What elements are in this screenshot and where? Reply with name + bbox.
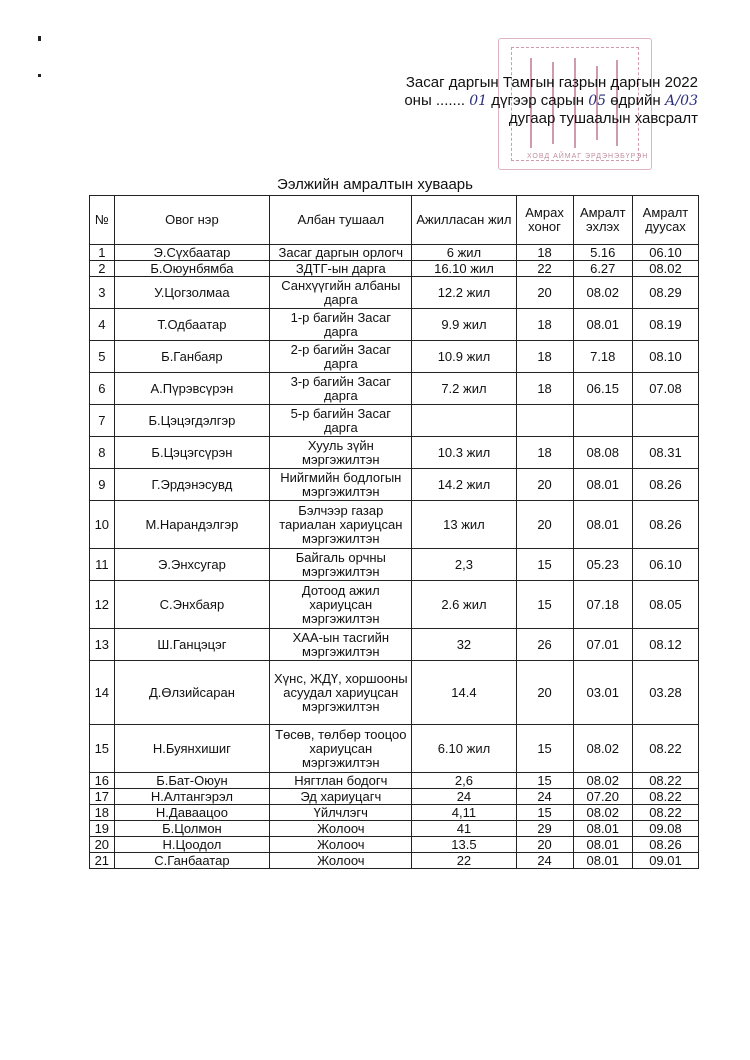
vacation-end: 08.31: [632, 437, 698, 469]
scan-mark: [38, 74, 41, 77]
years-worked: 6.10 жил: [412, 725, 516, 773]
vacation-end: 09.01: [632, 853, 698, 869]
vacation-end: 03.28: [632, 661, 698, 725]
vacation-end: 08.02: [632, 261, 698, 277]
table-row: [90, 837, 699, 853]
row-number: 10: [90, 501, 115, 549]
years-worked: 22: [412, 853, 516, 869]
vacation-start: [573, 405, 632, 437]
table-row: [90, 245, 699, 261]
employee-name: Н.Цоодол: [114, 837, 270, 853]
employee-name: Н.Алтангэрэл: [114, 789, 270, 805]
years-worked: 9.9 жил: [412, 309, 516, 341]
row-number: 6: [90, 373, 115, 405]
vacation-end: 08.22: [632, 789, 698, 805]
header-line-3: дугаар тушаалын хавсралт: [508, 110, 698, 127]
job-title: ХАА-ын тасгийн мэргэжилтэн: [270, 629, 412, 661]
years-worked: 32: [412, 629, 516, 661]
table-row: [90, 277, 699, 309]
vacation-start: 08.02: [573, 805, 632, 821]
employee-name: Н.Буянхишиг: [114, 725, 270, 773]
table-row: [90, 549, 699, 581]
vacation-start: 6.27: [573, 261, 632, 277]
job-title: 2-р багийн Засаг дарга: [270, 341, 412, 373]
vacation-start: 07.01: [573, 629, 632, 661]
vacation-end: 08.29: [632, 277, 698, 309]
employee-name: У.Цогзолмаа: [114, 277, 270, 309]
table-row: [90, 341, 699, 373]
vacation-end: 07.08: [632, 373, 698, 405]
vacation-days: 29: [516, 821, 573, 837]
vacation-days: [516, 405, 573, 437]
handwritten-month: 01: [469, 93, 488, 109]
table-row: [90, 437, 699, 469]
years-worked: 16.10 жил: [412, 261, 516, 277]
employee-name: Э.Сүхбаатар: [114, 245, 270, 261]
row-number: 3: [90, 277, 115, 309]
col-header-end: Амралт дуусах: [632, 196, 698, 245]
table-row: [90, 629, 699, 661]
years-worked: 2,3: [412, 549, 516, 581]
table-row: [90, 581, 699, 629]
table-row: [90, 405, 699, 437]
handwritten-order-number: А/03: [664, 93, 698, 109]
job-title: Үйлчлэгч: [270, 805, 412, 821]
vacation-start: 06.15: [573, 373, 632, 405]
years-worked: [412, 405, 516, 437]
vacation-start: 08.02: [573, 277, 632, 309]
vacation-start: 08.02: [573, 725, 632, 773]
row-number: 9: [90, 469, 115, 501]
table-row: [90, 501, 699, 549]
row-number: 20: [90, 837, 115, 853]
employee-name: Б.Оюунбямба: [114, 261, 270, 277]
vacation-end: 08.10: [632, 341, 698, 373]
col-header-years: Ажилласан жил: [412, 196, 516, 245]
job-title: 3-р багийн Засаг дарга: [270, 373, 412, 405]
years-worked: 41: [412, 821, 516, 837]
vacation-days: 20: [516, 469, 573, 501]
years-worked: 14.4: [412, 661, 516, 725]
vacation-days: 24: [516, 789, 573, 805]
employee-name: А.Пүрэвсүрэн: [114, 373, 270, 405]
vacation-days: 18: [516, 373, 573, 405]
handwritten-day: 05: [588, 93, 607, 109]
vacation-start: 5.16: [573, 245, 632, 261]
vacation-start: 07.20: [573, 789, 632, 805]
employee-name: Г.Эрдэнэсувд: [114, 469, 270, 501]
table-body: [90, 245, 699, 869]
vacation-end: 08.05: [632, 581, 698, 629]
vacation-start: 08.01: [573, 821, 632, 837]
row-number: 17: [90, 789, 115, 805]
vacation-days: 15: [516, 549, 573, 581]
vacation-end: 08.12: [632, 629, 698, 661]
vacation-end: 08.26: [632, 501, 698, 549]
row-number: 7: [90, 405, 115, 437]
row-number: 4: [90, 309, 115, 341]
vacation-days: 18: [516, 341, 573, 373]
row-number: 8: [90, 437, 115, 469]
job-title: 1-р багийн Засаг дарга: [270, 309, 412, 341]
employee-name: Б.Цэцэгдэлгэр: [114, 405, 270, 437]
employee-name: Н.Даваацоо: [114, 805, 270, 821]
row-number: 5: [90, 341, 115, 373]
years-worked: 13 жил: [412, 501, 516, 549]
col-header-days: Амрах хоног: [516, 196, 573, 245]
vacation-days: 18: [516, 437, 573, 469]
years-worked: 14.2 жил: [412, 469, 516, 501]
employee-name: Д.Өлзийсаран: [114, 661, 270, 725]
row-number: 21: [90, 853, 115, 869]
employee-name: Э.Энхсугар: [114, 549, 270, 581]
vacation-days: 24: [516, 853, 573, 869]
vacation-days: 15: [516, 725, 573, 773]
vacation-start: 08.01: [573, 837, 632, 853]
vacation-days: 15: [516, 773, 573, 789]
job-title: Хүнс, ЖДҮ, хоршооны асуудал хариуцсан мэргэжилтэн: [270, 661, 412, 725]
vacation-days: 18: [516, 309, 573, 341]
stamp-text: ХОВД АЙМАГ ЭРДЭНЭБҮРЭН: [527, 153, 649, 160]
vacation-days: 20: [516, 277, 573, 309]
row-number: 1: [90, 245, 115, 261]
vacation-end: 08.22: [632, 805, 698, 821]
vacation-start: 07.18: [573, 581, 632, 629]
col-header-start: Амралт эхлэх: [573, 196, 632, 245]
table-row: [90, 261, 699, 277]
employee-name: Б.Ганбаяр: [114, 341, 270, 373]
vacation-end: 08.22: [632, 725, 698, 773]
years-worked: 10.9 жил: [412, 341, 516, 373]
job-title: Жолооч: [270, 853, 412, 869]
vacation-start: 08.01: [573, 469, 632, 501]
vacation-start: 08.02: [573, 773, 632, 789]
col-header-number: №: [90, 196, 115, 245]
table-row: [90, 805, 699, 821]
years-worked: 2,6: [412, 773, 516, 789]
job-title: Бэлчээр газар тариалан хариуцсан мэргэжилтэн: [270, 501, 412, 549]
vacation-start: 08.01: [573, 309, 632, 341]
vacation-start: 08.01: [573, 501, 632, 549]
vacation-end: 06.10: [632, 245, 698, 261]
employee-name: Б.Цолмон: [114, 821, 270, 837]
col-header-position: Албан тушаал: [270, 196, 412, 245]
job-title: Эд хариуцагч: [270, 789, 412, 805]
vacation-days: 20: [516, 661, 573, 725]
vacation-end: 09.08: [632, 821, 698, 837]
job-title: Нягтлан бодогч: [270, 773, 412, 789]
employee-name: Б.Цэцэгсүрэн: [114, 437, 270, 469]
row-number: 19: [90, 821, 115, 837]
years-worked: 24: [412, 789, 516, 805]
job-title: Төсөв, төлбөр тооцоо хариуцсан мэргэжилтэн: [270, 725, 412, 773]
vacation-end: 08.22: [632, 773, 698, 789]
table-header-row: [90, 196, 699, 245]
vacation-start: 08.01: [573, 853, 632, 869]
table-row: [90, 309, 699, 341]
vacation-days: 18: [516, 245, 573, 261]
table-row: [90, 821, 699, 837]
table-row: [90, 773, 699, 789]
years-worked: 13.5: [412, 837, 516, 853]
job-title: Байгаль орчны мэргэжилтэн: [270, 549, 412, 581]
employee-name: М.Нарандэлгэр: [114, 501, 270, 549]
page-title: Ээлжийн амралтын хуваарь: [277, 176, 473, 193]
vacation-days: 15: [516, 581, 573, 629]
years-worked: 12.2 жил: [412, 277, 516, 309]
employee-name: С.Ганбаатар: [114, 853, 270, 869]
attachment-header: [404, 74, 698, 128]
job-title: ЗДТГ-ын дарга: [270, 261, 412, 277]
table-row: [90, 725, 699, 773]
vacation-end: [632, 405, 698, 437]
table-row: [90, 789, 699, 805]
vacation-end: 06.10: [632, 549, 698, 581]
employee-name: С.Энхбаяр: [114, 581, 270, 629]
row-number: 2: [90, 261, 115, 277]
job-title: Жолооч: [270, 837, 412, 853]
row-number: 11: [90, 549, 115, 581]
vacation-end: 08.26: [632, 837, 698, 853]
header-line-1: Засаг даргын Тамгын газрын даргын 2022: [405, 74, 698, 91]
vacation-end: 08.26: [632, 469, 698, 501]
vacation-days: 26: [516, 629, 573, 661]
employee-name: Ш.Ганцэцэг: [114, 629, 270, 661]
years-worked: 7.2 жил: [412, 373, 516, 405]
job-title: Дотоод ажил хариуцсан мэргэжилтэн: [270, 581, 412, 629]
vacation-end: 08.19: [632, 309, 698, 341]
job-title: Жолооч: [270, 821, 412, 837]
vacation-start: 03.01: [573, 661, 632, 725]
vacation-days: 20: [516, 501, 573, 549]
years-worked: 2.6 жил: [412, 581, 516, 629]
years-worked: 10.3 жил: [412, 437, 516, 469]
job-title: 5-р багийн Засаг дарга: [270, 405, 412, 437]
row-number: 18: [90, 805, 115, 821]
scan-mark: [38, 36, 41, 41]
employee-name: Б.Бат-Оюун: [114, 773, 270, 789]
vacation-days: 20: [516, 837, 573, 853]
years-worked: 4,11: [412, 805, 516, 821]
row-number: 12: [90, 581, 115, 629]
vacation-schedule-table: [89, 195, 699, 869]
job-title: Хууль зүйн мэргэжилтэн: [270, 437, 412, 469]
table-row: [90, 373, 699, 405]
vacation-days: 22: [516, 261, 573, 277]
job-title: Санхүүгийн албаны дарга: [270, 277, 412, 309]
vacation-days: 15: [516, 805, 573, 821]
col-header-name: Овог нэр: [114, 196, 270, 245]
header-line-2: оны ....... 01 дүгээр сарын 05 өдрийн А/03: [404, 92, 698, 109]
employee-name: Т.Одбаатар: [114, 309, 270, 341]
vacation-start: 7.18: [573, 341, 632, 373]
vacation-start: 08.08: [573, 437, 632, 469]
vacation-start: 05.23: [573, 549, 632, 581]
years-worked: 6 жил: [412, 245, 516, 261]
table-row: [90, 469, 699, 501]
job-title: Засаг даргын орлогч: [270, 245, 412, 261]
row-number: 14: [90, 661, 115, 725]
table-row: [90, 853, 699, 869]
row-number: 13: [90, 629, 115, 661]
row-number: 16: [90, 773, 115, 789]
job-title: Нийгмийн бодлогын мэргэжилтэн: [270, 469, 412, 501]
row-number: 15: [90, 725, 115, 773]
table-row: [90, 661, 699, 725]
